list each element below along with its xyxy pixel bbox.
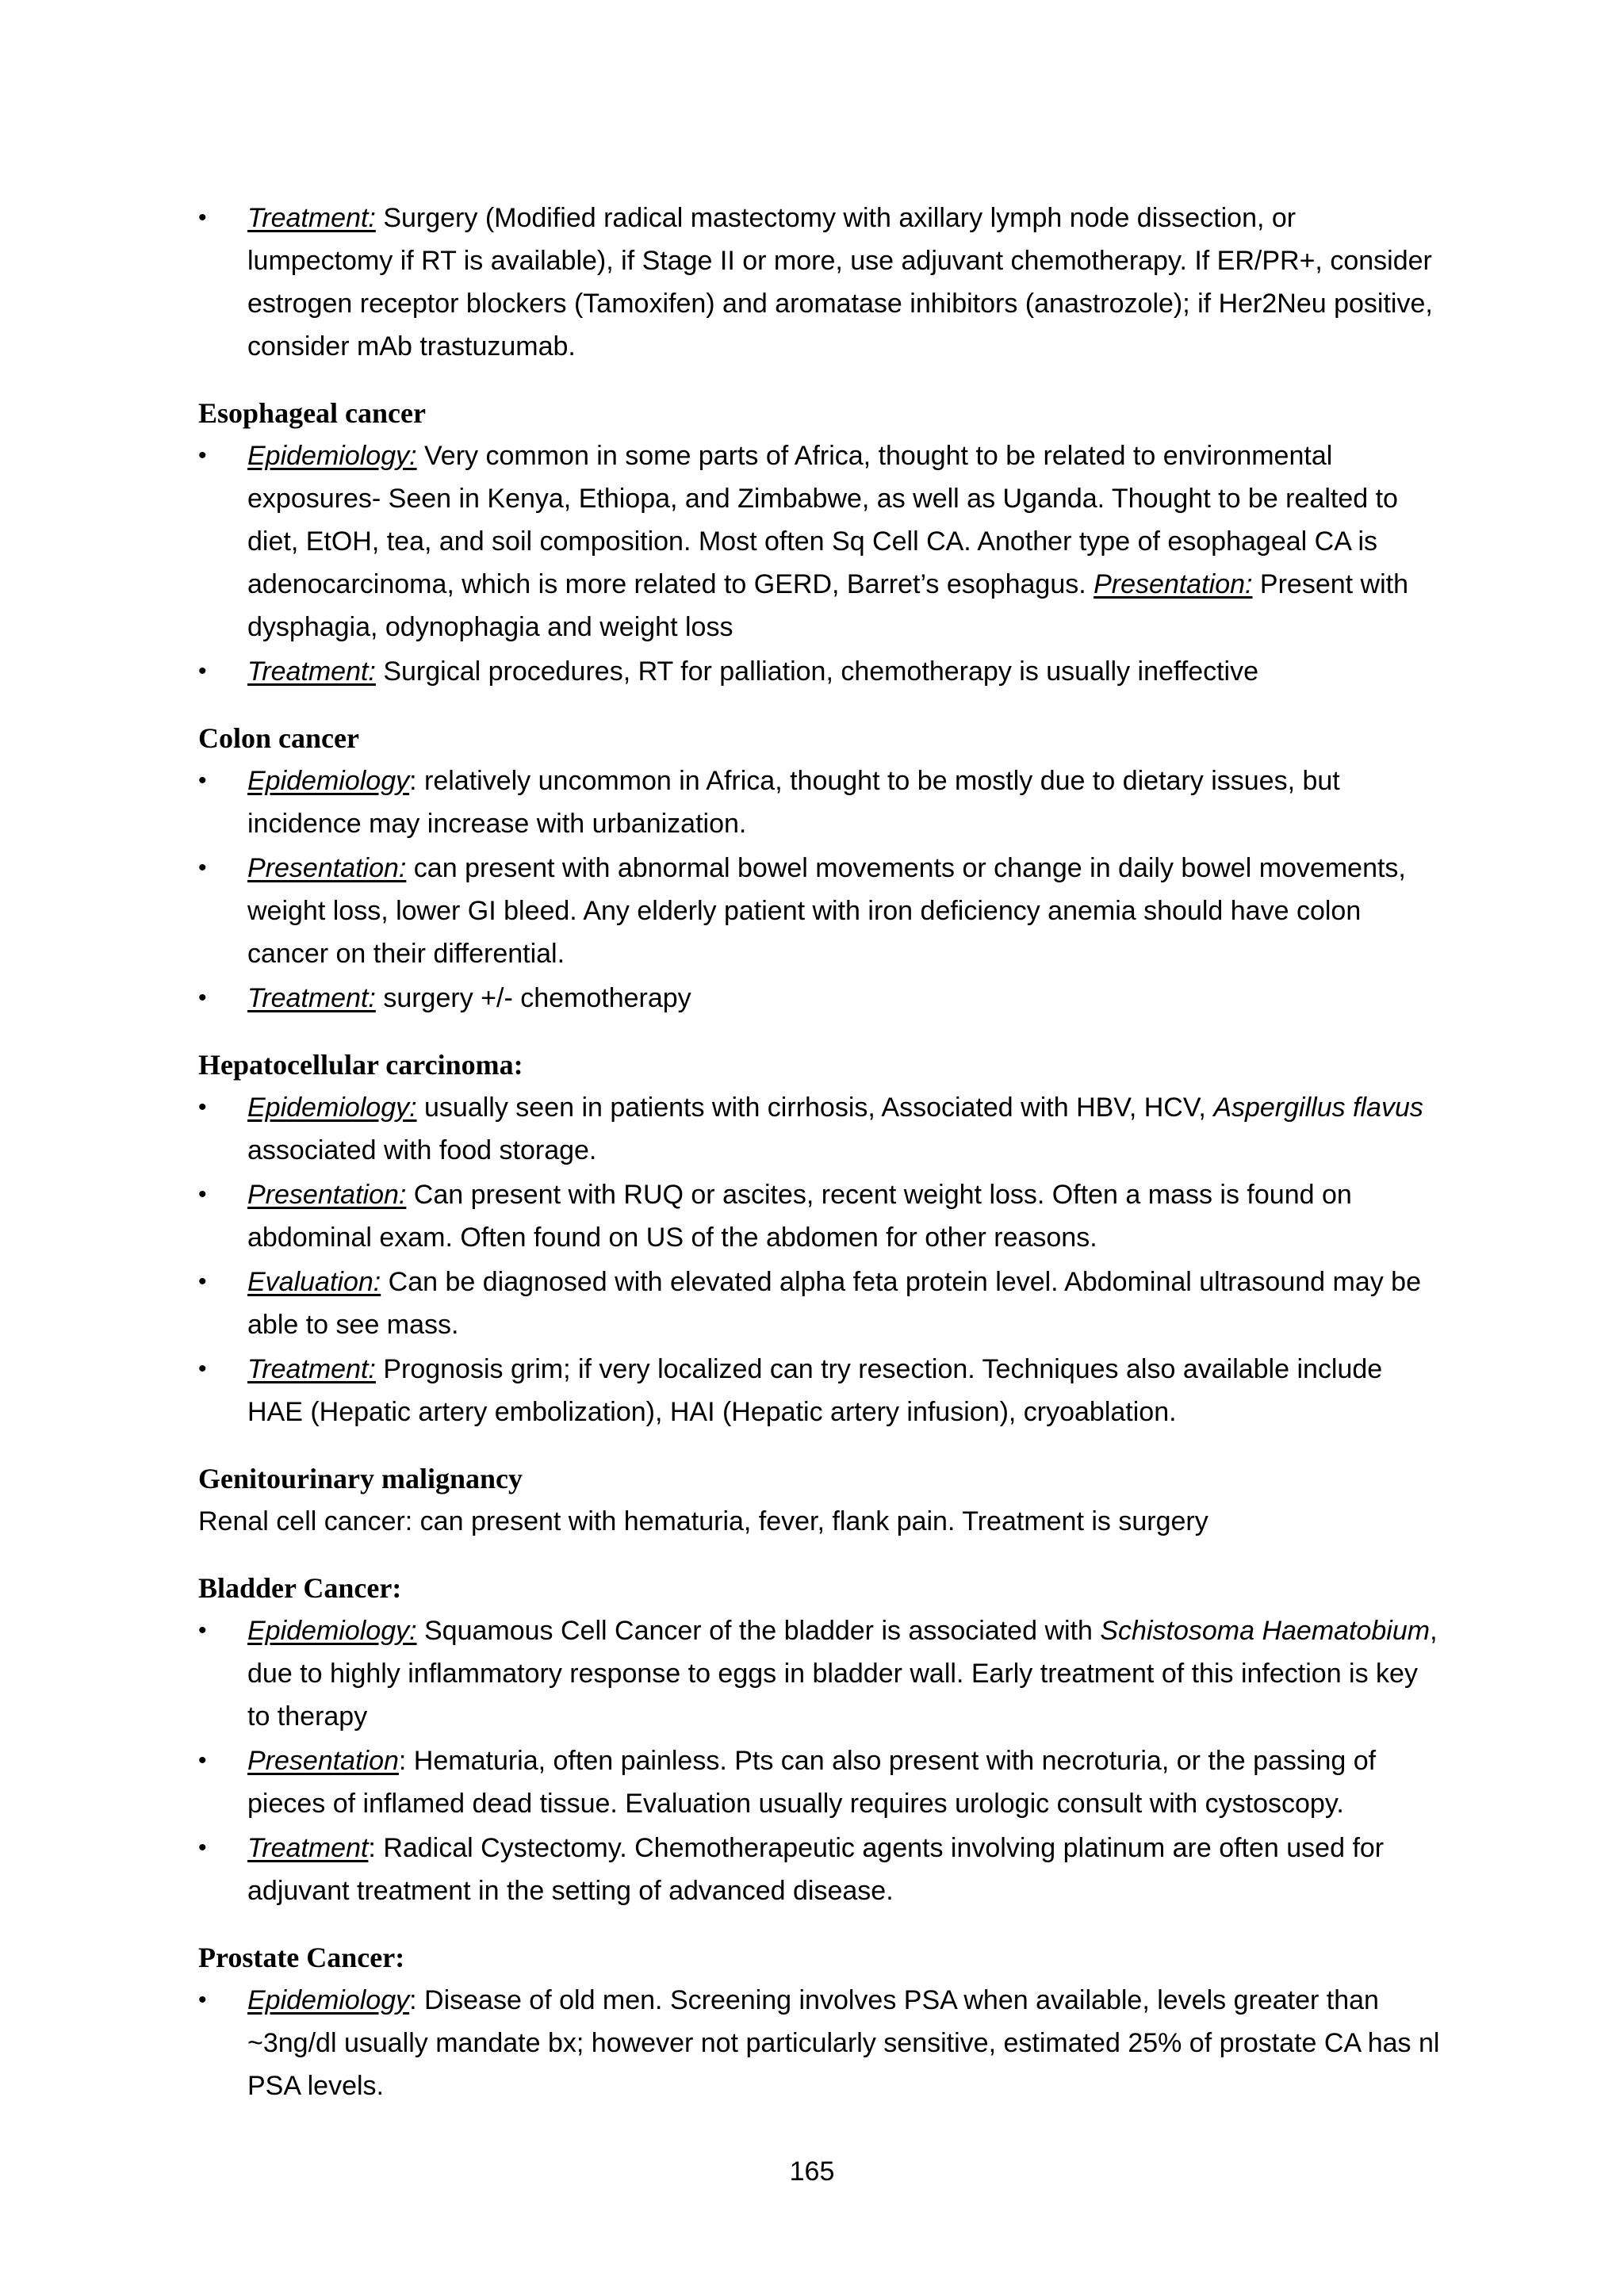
bullet: • <box>198 767 207 794</box>
section-heading: Prostate Cancer: <box>198 1942 405 1973</box>
section-list <box>198 760 1443 1020</box>
list-item <box>198 1086 1443 1172</box>
list-item <box>198 650 1443 693</box>
item-label: Presentation: <box>247 1180 407 1210</box>
bullet: • <box>198 1835 207 1861</box>
item-text: Can present with RUQ or ascites, recent weight loss. Often a mass is found on abdominal exam. Often found on US of the abdomen for other reasons. <box>247 1180 1352 1253</box>
bullet: • <box>198 205 207 231</box>
item-text: usually seen in patients with cirrhosis, Associated with HBV, HCV, <box>416 1093 1214 1123</box>
bullet: • <box>198 1747 207 1774</box>
list-item <box>198 977 1443 1020</box>
item-label: Treatment: <box>247 983 376 1013</box>
list-item <box>198 1173 1443 1259</box>
item-label: Presentation: <box>1094 569 1253 599</box>
item-label: Evaluation: <box>247 1267 381 1297</box>
item-label: Epidemiology: <box>247 1093 417 1123</box>
item-label: Treatment: <box>247 203 376 233</box>
item-text: Surgery (Modified radical mastectomy with axillary lymph node dissection, or lumpectomy if RT is available), if Stage II or more, use adjuvant chemotherapy. If ER/PR+, consider estrogen receptor blockers (Tamoxifen) and aromatase inhibitors (anastrozole); if Her2Neu positive, consider mAb trastuzumab. <box>247 203 1433 362</box>
list-item <box>198 1827 1443 1912</box>
item-label: Treatment <box>247 1833 369 1863</box>
item-text: : relatively uncommon in Africa, thought to be mostly due to dietary issues, but incidence may increase with urbanization. <box>247 766 1340 839</box>
item-text: Present with dysphagia, odynophagia and weight loss <box>247 569 1409 642</box>
organism-name: Schistosoma Haematobium <box>1100 1616 1431 1646</box>
paragraph: Renal cell cancer: can present with hematuria, fever, flank pain. Treatment is surgery <box>198 1506 1208 1536</box>
intro-list <box>198 197 1443 368</box>
organism-name: Aspergillus flavus <box>1213 1093 1423 1123</box>
item-label: Treatment: <box>247 656 376 687</box>
list-item <box>198 847 1443 975</box>
bullet: • <box>198 1094 207 1120</box>
item-label: Epidemiology <box>247 766 410 796</box>
item-text: : Radical Cystectomy. Chemotherapeutic agents involving platinum are often used for adjuvant treatment in the setting of advanced disease. <box>247 1833 1385 1906</box>
item-text: : Disease of old men. Screening involves PSA when available, levels greater than ~3ng/dl usually mandate bx; however not particularly sensitive, estimated 25% of prostate CA has nl PSA levels. <box>247 1985 1440 2101</box>
section-list <box>198 1609 1443 1912</box>
section-genitourinary <box>198 1457 1443 1543</box>
page-number: 165 <box>789 2156 835 2187</box>
section-heading: Bladder Cancer: <box>198 1572 402 1604</box>
list-item <box>198 1739 1443 1825</box>
item-text: surgery +/- chemotherapy <box>375 983 691 1013</box>
section-prostate <box>198 1936 1443 2107</box>
item-label: Epidemiology: <box>247 1616 417 1646</box>
bullet: • <box>198 985 207 1011</box>
section-heading: Genitourinary malignancy <box>198 1463 523 1494</box>
item-label: Presentation <box>247 1746 399 1776</box>
list-item <box>198 1979 1443 2107</box>
bullet: • <box>198 1617 207 1644</box>
list-item <box>198 1348 1443 1433</box>
document-page <box>198 197 1443 2109</box>
item-text: : Hematuria, often painless. Pts can also present with necroturia, or the passing of pieces of inflamed dead tissue. Evaluation usually requires urologic consult with cystoscopy. <box>247 1746 1377 1819</box>
item-label: Epidemiology <box>247 1985 410 2015</box>
bullet: • <box>198 658 207 684</box>
bullet: • <box>198 855 207 881</box>
section-esophageal <box>198 392 1443 693</box>
item-text: Surgical procedures, RT for palliation, chemotherapy is usually ineffective <box>375 656 1259 687</box>
section-list <box>198 1086 1443 1433</box>
item-text: Very common in some parts of Africa, thought to be related to environmental exposures- Seen in Kenya, Ethiopa, and Zimbabwe, as well as Uganda. Thought to be realted to diet, EtOH, tea, and soil composition. Most often Sq Cell CA. Another type of esophageal CA is adenocarcinoma, which is more related to GERD, Barret’s esophagus. <box>247 441 1398 599</box>
section-hcc <box>198 1043 1443 1433</box>
item-text: Squamous Cell Cancer of the bladder is associated with <box>416 1616 1101 1646</box>
section-list <box>198 1979 1443 2107</box>
section-bladder <box>198 1567 1443 1912</box>
bullet: • <box>198 1356 207 1382</box>
list-item <box>198 434 1443 649</box>
item-text: Can be diagnosed with elevated alpha feta protein level. Abdominal ultrasound may be able to see mass. <box>247 1267 1421 1340</box>
item-text: associated with food storage. <box>247 1135 597 1165</box>
item-label: Presentation: <box>247 853 407 883</box>
section-heading: Esophageal cancer <box>198 397 426 429</box>
section-heading: Colon cancer <box>198 722 359 754</box>
bullet: • <box>198 442 207 469</box>
section-heading: Hepatocellular carcinoma: <box>198 1049 523 1081</box>
list-item <box>198 760 1443 845</box>
section-list <box>198 434 1443 693</box>
bullet: • <box>198 1987 207 2013</box>
list-item <box>198 197 1443 368</box>
list-item <box>198 1261 1443 1346</box>
item-text: , due to highly inflammatory response to eggs in bladder wall. Early treatment of this infection is key to therapy <box>247 1616 1438 1732</box>
item-label: Epidemiology: <box>247 441 417 471</box>
item-text: can present with abnormal bowel movements or change in daily bowel movements, weight loss, lower GI bleed. Any elderly patient with iron deficiency anemia should have colon cancer on their differential. <box>247 853 1406 969</box>
item-label: Treatment: <box>247 1354 376 1384</box>
bullet: • <box>198 1269 207 1295</box>
bullet: • <box>198 1181 207 1207</box>
section-colon <box>198 717 1443 1020</box>
item-text: Prognosis grim; if very localized can try resection. Techniques also available include HAE (Hepatic artery embolization), HAI (Hepatic artery infusion), cryoablation. <box>247 1354 1383 1427</box>
list-item <box>198 1609 1443 1738</box>
